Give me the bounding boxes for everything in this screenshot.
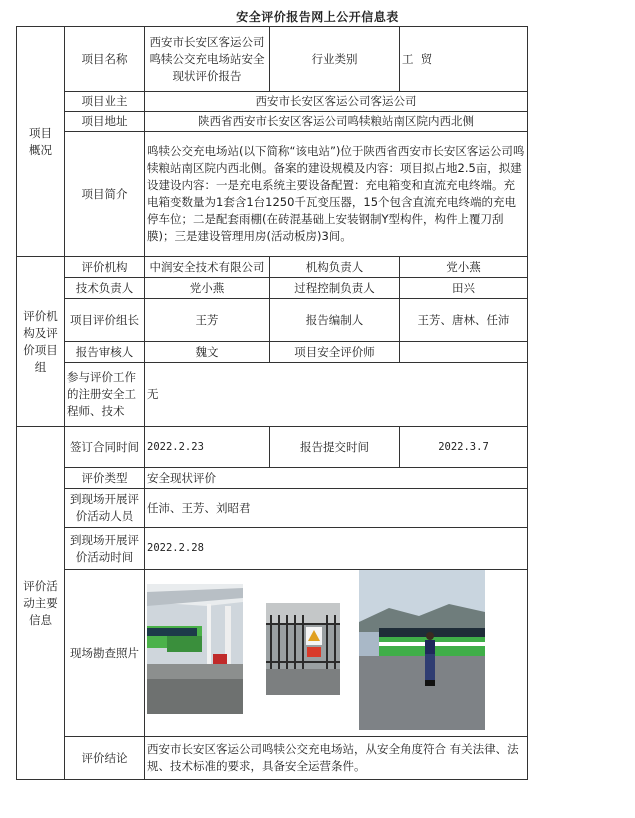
page-title: 安全评价报告网上公开信息表 [236, 10, 399, 24]
intro-label: 项目简介 [65, 132, 145, 257]
owner-value: 西安市长安区客运公司客运公司 [145, 92, 528, 112]
participants-label: 参与评价工作的注册安全工程师、技术 [65, 363, 145, 427]
compiler-label: 报告编制人 [270, 299, 400, 342]
address-value: 陕西省西安市长安区客运公司鸣犊粮站南区院内西北侧 [145, 112, 528, 132]
leader-value: 王芳 [145, 299, 270, 342]
compiler-value: 王芳、唐林、任沛 [400, 299, 528, 342]
project-name-value: 西安市长安区客运公司鸣犊公交充电场站安全现状评价报告 [145, 27, 270, 92]
site-photo-fence [266, 603, 340, 695]
eval-type-value: 安全现状评价 [145, 468, 528, 489]
safety-evaluator-value [400, 342, 528, 363]
site-time-value: 2022.2.28 [145, 528, 528, 570]
process-head-value: 田兴 [400, 278, 528, 299]
address-label: 项目地址 [65, 112, 145, 132]
section-overview-label: 项目 概况 [17, 27, 65, 257]
tech-head-label: 技术负责人 [65, 278, 145, 299]
site-staff-label: 到现场开展评价活动人员 [65, 489, 145, 528]
org-value: 中润安全技术有限公司 [145, 257, 270, 278]
participants-value: 无 [145, 363, 528, 427]
submit-date-label: 报告提交时间 [270, 427, 400, 468]
site-staff-value: 任沛、王芳、刘昭君 [145, 489, 528, 528]
reviewer-label: 报告审核人 [65, 342, 145, 363]
tech-head-value: 党小燕 [145, 278, 270, 299]
site-photo-canopy [147, 584, 243, 714]
owner-label: 项目业主 [65, 92, 145, 112]
org-head-value: 党小燕 [400, 257, 528, 278]
safety-evaluator-label: 项目安全评价师 [270, 342, 400, 363]
submit-date-value: 2022.3.7 [400, 427, 528, 468]
intro-value: 鸣犊公交充电场站(以下简称“该电站”)位于陕西省西安市长安区客运公司鸣犊粮站南区院内西北侧。备案的建设规模及内容：项目拟占地2.5亩，拟建设建设内容：一是充电系统主要设备配置：充电箱变和直流充电终端。充电箱变数量为1套含1台1250千瓦变压器，15个包含直流充电终端的充电停车位；二是配套雨棚(在砖混基础上安装钢制Y型构件，构件上覆刀刮膜)；三是建设管理用房(活动板房)3间。 [145, 132, 528, 257]
conclusion-label: 评价结论 [65, 737, 145, 780]
project-name-label: 项目名称 [65, 27, 145, 92]
leader-label: 项目评价组长 [65, 299, 145, 342]
reviewer-value: 魏文 [145, 342, 270, 363]
section-activity-label: 评价活动主要信息 [17, 427, 65, 780]
industry-label: 行业类别 [270, 27, 400, 92]
info-table [16, 26, 528, 780]
site-time-label: 到现场开展评价活动时间 [65, 528, 145, 570]
org-label: 评价机构 [65, 257, 145, 278]
contract-date-label: 签订合同时间 [65, 427, 145, 468]
contract-date-value: 2022.2.23 [145, 427, 270, 468]
photos-cell [145, 570, 528, 737]
process-head-label: 过程控制负责人 [270, 278, 400, 299]
conclusion-value: 西安市长安区客运公司鸣犊公交充电场站，从安全角度符合 有关法律、法规、技术标准的要求，具备安全运营条件。 [145, 737, 528, 780]
org-head-label: 机构负责人 [270, 257, 400, 278]
section-org-label: 评价机构及评价项目组 [17, 257, 65, 427]
photos-label: 现场勘查照片 [65, 570, 145, 737]
industry-value: 工 贸 [400, 27, 528, 92]
site-photo-buses [359, 570, 485, 730]
eval-type-label: 评价类型 [65, 468, 145, 489]
